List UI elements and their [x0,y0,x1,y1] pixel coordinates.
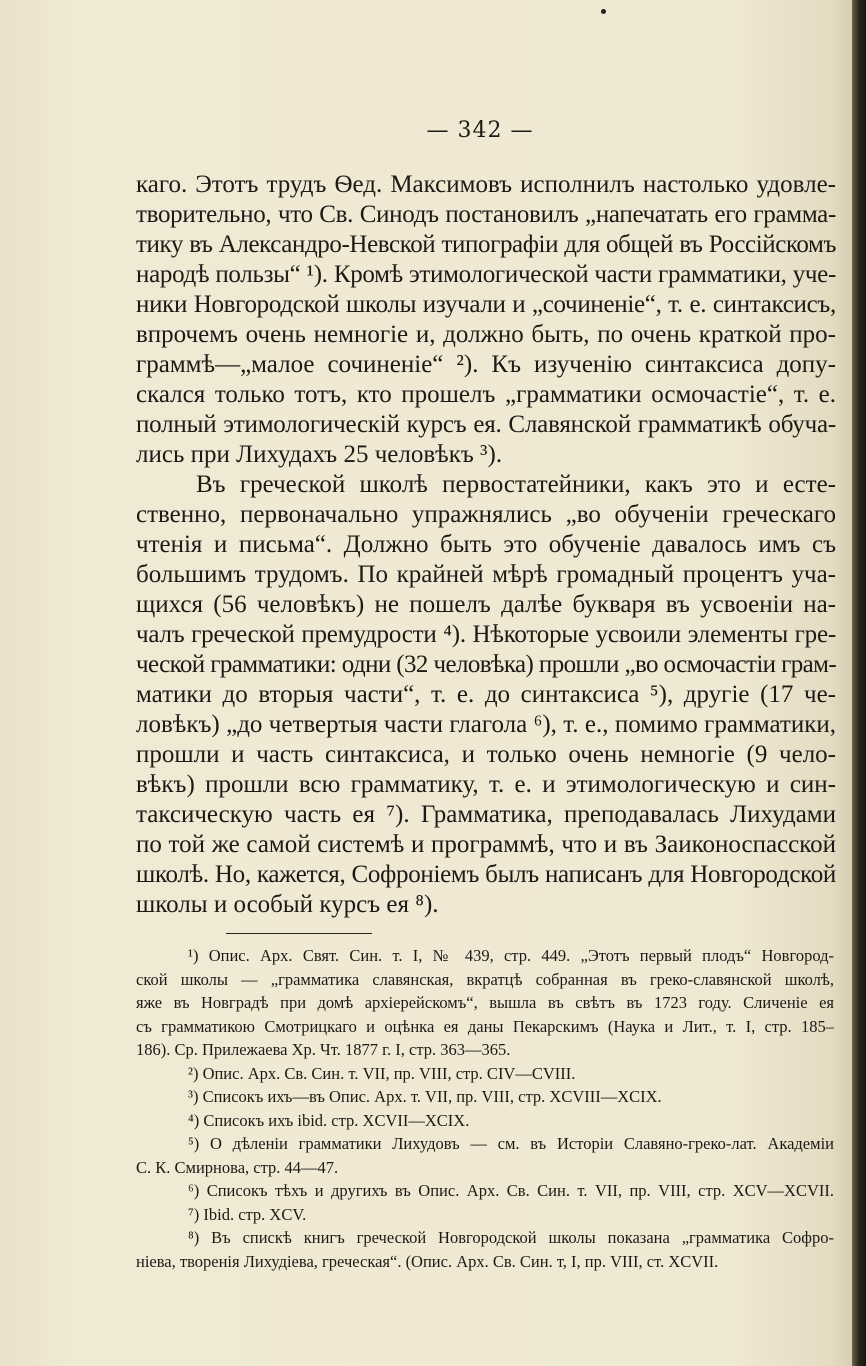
footnote-line: С. К. Смирнова, стр. 44—47. [136,1157,339,1177]
text-line: Въ греческой школѣ первостатейники, какъ это и есте- [196,471,836,498]
footnote-line: ⁷) Ibid. стр. XCV. [188,1204,307,1224]
footnote-line: ⁵) О дѣленіи грамматики Лихудовъ — см. въ Исторіи Славяно-греко-лат. Академіи [188,1134,834,1153]
text-line: таксическую часть ея ⁷). Грамматика, преподавалась Лихудами [136,801,836,828]
text-line: ники Новгородской школы изучали и „сочиненіе“, т. е. синтаксисъ, [136,291,836,318]
text-line: матики до вторыя части“, т. е. до синтаксиса ⁵), другіе (17 че- [136,681,836,708]
text-line: школѣ. Но, кажется, Софроніемъ былъ написанъ для Новгородской [136,861,836,888]
text-line: прошли и часть синтаксиса, и только очень немногіе (9 чело- [136,741,836,768]
text-line: большимъ трудомъ. По крайней мѣрѣ громадный процентъ уча- [136,561,836,588]
text-line: тику въ Александро-Невской типографіи для общей въ Россійскомъ [136,231,836,258]
footnote-line: ²) Опис. Арх. Св. Син. т. VII, пр. VIII, стр. CIV—CVIII. [188,1063,576,1083]
text-line: чтенія и письма“. Должно быть это обученіе давалось имъ съ [136,531,836,558]
footnote-line: 186). Ср. Прилежаева Хр. Чт. 1877 г. I, стр. 363—365. [136,1040,511,1059]
text-line: щихся (56 человѣкъ) не пошелъ далѣе букваря въ усвоеніи на- [136,591,836,618]
footnote-line: ³) Списокъ ихъ—въ Опис. Арх. т. VII, пр. VIII, стр. XCVIII—XCIX. [188,1087,662,1106]
footnote-line: ⁸) Въ спискѣ книгъ греческой Новгородской школы показана „грамматика Софро- [188,1228,834,1247]
footnote-separator [226,933,372,934]
footnote-line: ¹) Опис. Арх. Свят. Син. т. I, № 439, стр. 449. „Этотъ первый плодъ“ Новгород- [188,946,834,965]
main-text [136,170,836,920]
footnote-line: ⁶) Списокъ тѣхъ и другихъ въ Опис. Арх. Св. Син. т. VII, пр. VIII, стр. XCV—XCVII. [188,1181,834,1200]
footnote-line: ніева, творенія Лихудіева, греческая“. (Опис. Арх. Св. Син. т, I, пр. VIII, ст. XCVII. [136,1251,719,1271]
footnotes [136,944,834,1273]
text-line: вѣкъ) прошли всю грамматику, т. е. и этимологическую и син- [136,771,836,798]
text-line: школы и особый курсъ ея ⁸). [136,891,439,918]
footnote-line: ⁴) Списокъ ихъ ibid. стр. XCVII—XCIX. [188,1110,470,1130]
text-line: ческой грамматики: одни (32 человѣка) прошли „во осмочастіи грам- [136,651,837,678]
text-line: скался только тотъ, кто прошелъ „грамматики осмочастіе“, т. е. [136,381,836,408]
text-line: народѣ пользы“ ¹). Кромѣ этимологической части грамматики, уче- [136,261,836,288]
footnote-line: съ грамматикою Смотрицкаго и оцѣнка ея даны Пекарскимъ (Наука и Лит., т. I, стр. 185– [136,1016,834,1036]
text-line: по той же самой системѣ и программѣ, что и въ Заиконоспасской [136,831,836,858]
text-line: граммѣ—„малое сочиненіе“ ²). Къ изученію синтаксиса допу- [136,351,836,378]
text-line: лись при Лихудахъ 25 человѣкъ ³). [136,441,503,468]
page-number: — 342 — [426,118,534,143]
text-line: впрочемъ очень немногіе и, должно быть, по очень краткой про- [136,321,836,348]
text-line: полный этимологическій курсъ ея. Славянской грамматикѣ обуча- [136,411,836,438]
print-speck [601,9,606,14]
text-line: чалъ греческой премудрости ⁴). Нѣкоторые усвоили элементы гре- [136,621,836,648]
footnote-line: яже въ Новградѣ при домѣ архіерейскомъ“, вышла въ свѣтъ въ 1723 году. Сличеніе ея [136,993,834,1012]
text-line: ловѣкъ) „до четвертыя части глагола ⁶), т. е., помимо грамматики, [136,711,836,738]
text-line: ственно, первоначально упражнялись „во обученіи греческаго [136,501,836,528]
page-edge-shadow [852,0,866,1366]
text-line: каго. Этотъ трудъ Ѳед. Максимовъ исполнилъ настолько удовле- [136,171,836,198]
footnote-line: ской школы — „грамматика славянская, вкратцѣ собранная въ греко-славянской школѣ, [136,969,834,989]
text-line: творительно, что Св. Синодъ постановилъ „напечатать его грамма- [136,201,836,228]
